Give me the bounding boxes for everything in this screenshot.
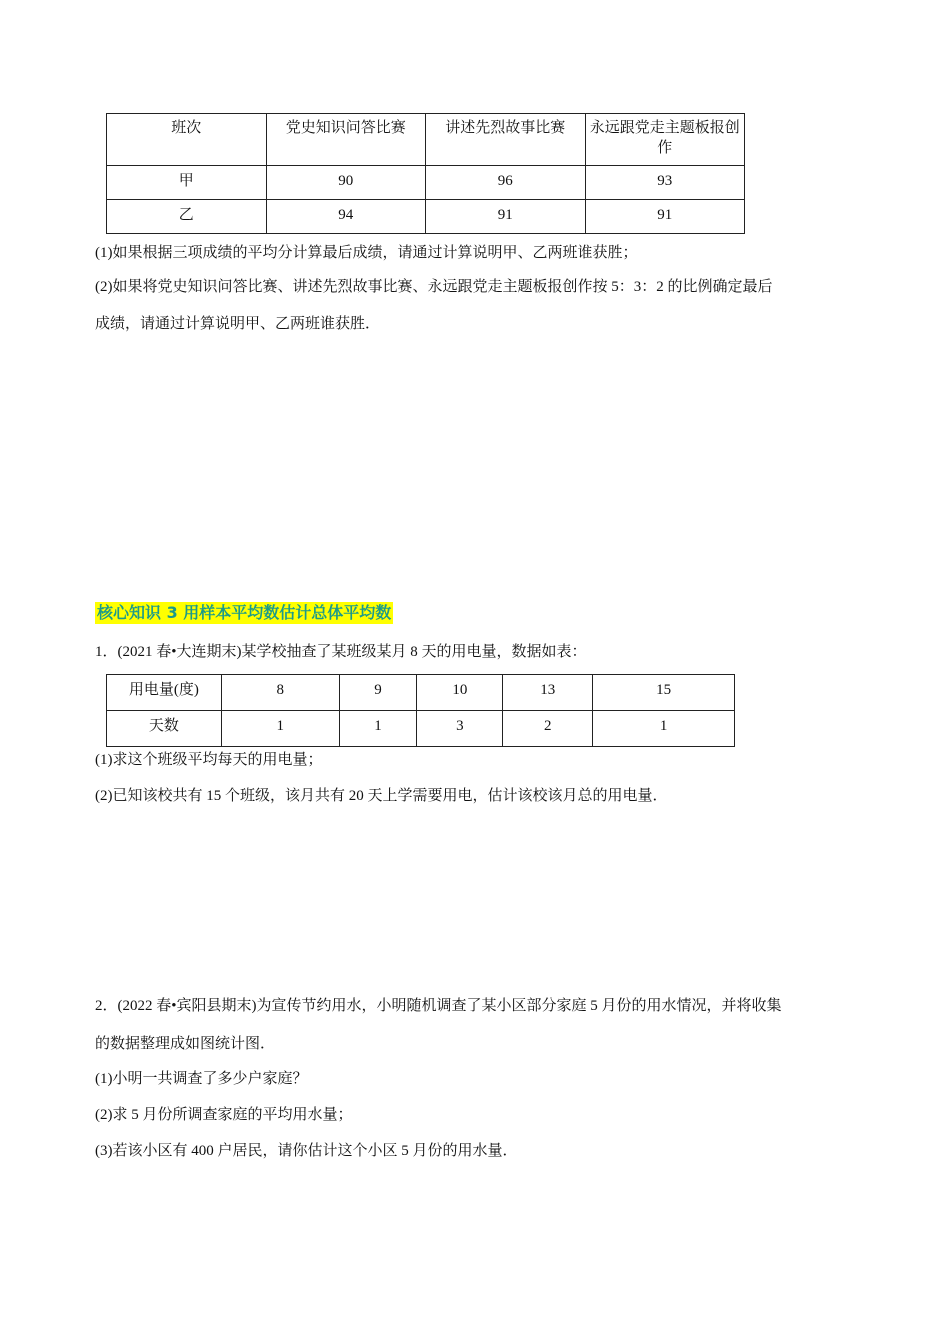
table-cell: 2: [503, 711, 593, 747]
question-part-2-line-1: (2)如果将党史知识问答比赛、讲述先烈故事比赛、永远跟党走主题板报创作按 5：3：2 的比例确定最后: [95, 279, 773, 295]
section-heading: 核心知识 3 用样本平均数估计总体平均数: [97, 603, 392, 622]
problem-2-part-3: (3)若该小区有 400 户居民，请你估计这个小区 5 月份的用水量．: [95, 1143, 518, 1159]
table-header-cell: 永远跟党走主题板报创作: [585, 114, 745, 166]
question-part-2-line-2: 成绩，请通过计算说明甲、乙两班谁获胜．: [95, 316, 381, 332]
problem-1-intro: 1．(2021 春•大连期末)某学校抽查了某班级某月 8 天的用电量，数据如表：: [95, 644, 587, 660]
table-header-cell: 班次: [107, 114, 267, 166]
table-cell: 93: [585, 166, 745, 200]
question-part-1: (1)如果根据三项成绩的平均分计算最后成绩，请通过计算说明甲、乙两班谁获胜；: [95, 245, 638, 261]
table-cell: 1: [339, 711, 417, 747]
table-header-cell: 讲述先烈故事比赛: [426, 114, 586, 166]
table-cell: 91: [426, 200, 586, 234]
electricity-table: [106, 674, 735, 747]
table-row: [107, 675, 735, 711]
table-cell: 15: [593, 675, 735, 711]
table-cell: 13: [503, 675, 593, 711]
scores-table: [106, 113, 745, 234]
table-row: [107, 166, 745, 200]
table-cell: 乙: [107, 200, 267, 234]
table-cell: 用电量(度): [107, 675, 222, 711]
table-header-cell: 党史知识问答比赛: [266, 114, 426, 166]
table-cell: 8: [221, 675, 339, 711]
table-row: [107, 200, 745, 234]
problem-1-part-1: (1)求这个班级平均每天的用电量；: [95, 752, 323, 768]
table-cell: 90: [266, 166, 426, 200]
problem-2-part-2: (2)求 5 月份所调查家庭的平均用水量；: [95, 1107, 353, 1123]
table-cell: 天数: [107, 711, 222, 747]
problem-2-part-1: (1)小明一共调查了多少户家庭？: [95, 1071, 308, 1087]
table-cell: 91: [585, 200, 745, 234]
table-cell: 1: [221, 711, 339, 747]
problem-2-intro-line-1: 2．(2022 春•宾阳县期末)为宣传节约用水，小明随机调查了某小区部分家庭 5 月份的用水情况，并将收集: [95, 998, 782, 1014]
table-cell: 3: [417, 711, 503, 747]
table-cell: 94: [266, 200, 426, 234]
problem-1-part-2: (2)已知该校共有 15 个班级，该月共有 20 天上学需要用电，估计该校该月总的用电量．: [95, 788, 668, 804]
table-row: [107, 711, 735, 747]
table-cell: 1: [593, 711, 735, 747]
problem-2-intro-line-2: 的数据整理成如图统计图．: [95, 1036, 276, 1052]
table-header-row: [107, 114, 745, 166]
table-cell: 9: [339, 675, 417, 711]
table-cell: 甲: [107, 166, 267, 200]
table-cell: 96: [426, 166, 586, 200]
table-cell: 10: [417, 675, 503, 711]
